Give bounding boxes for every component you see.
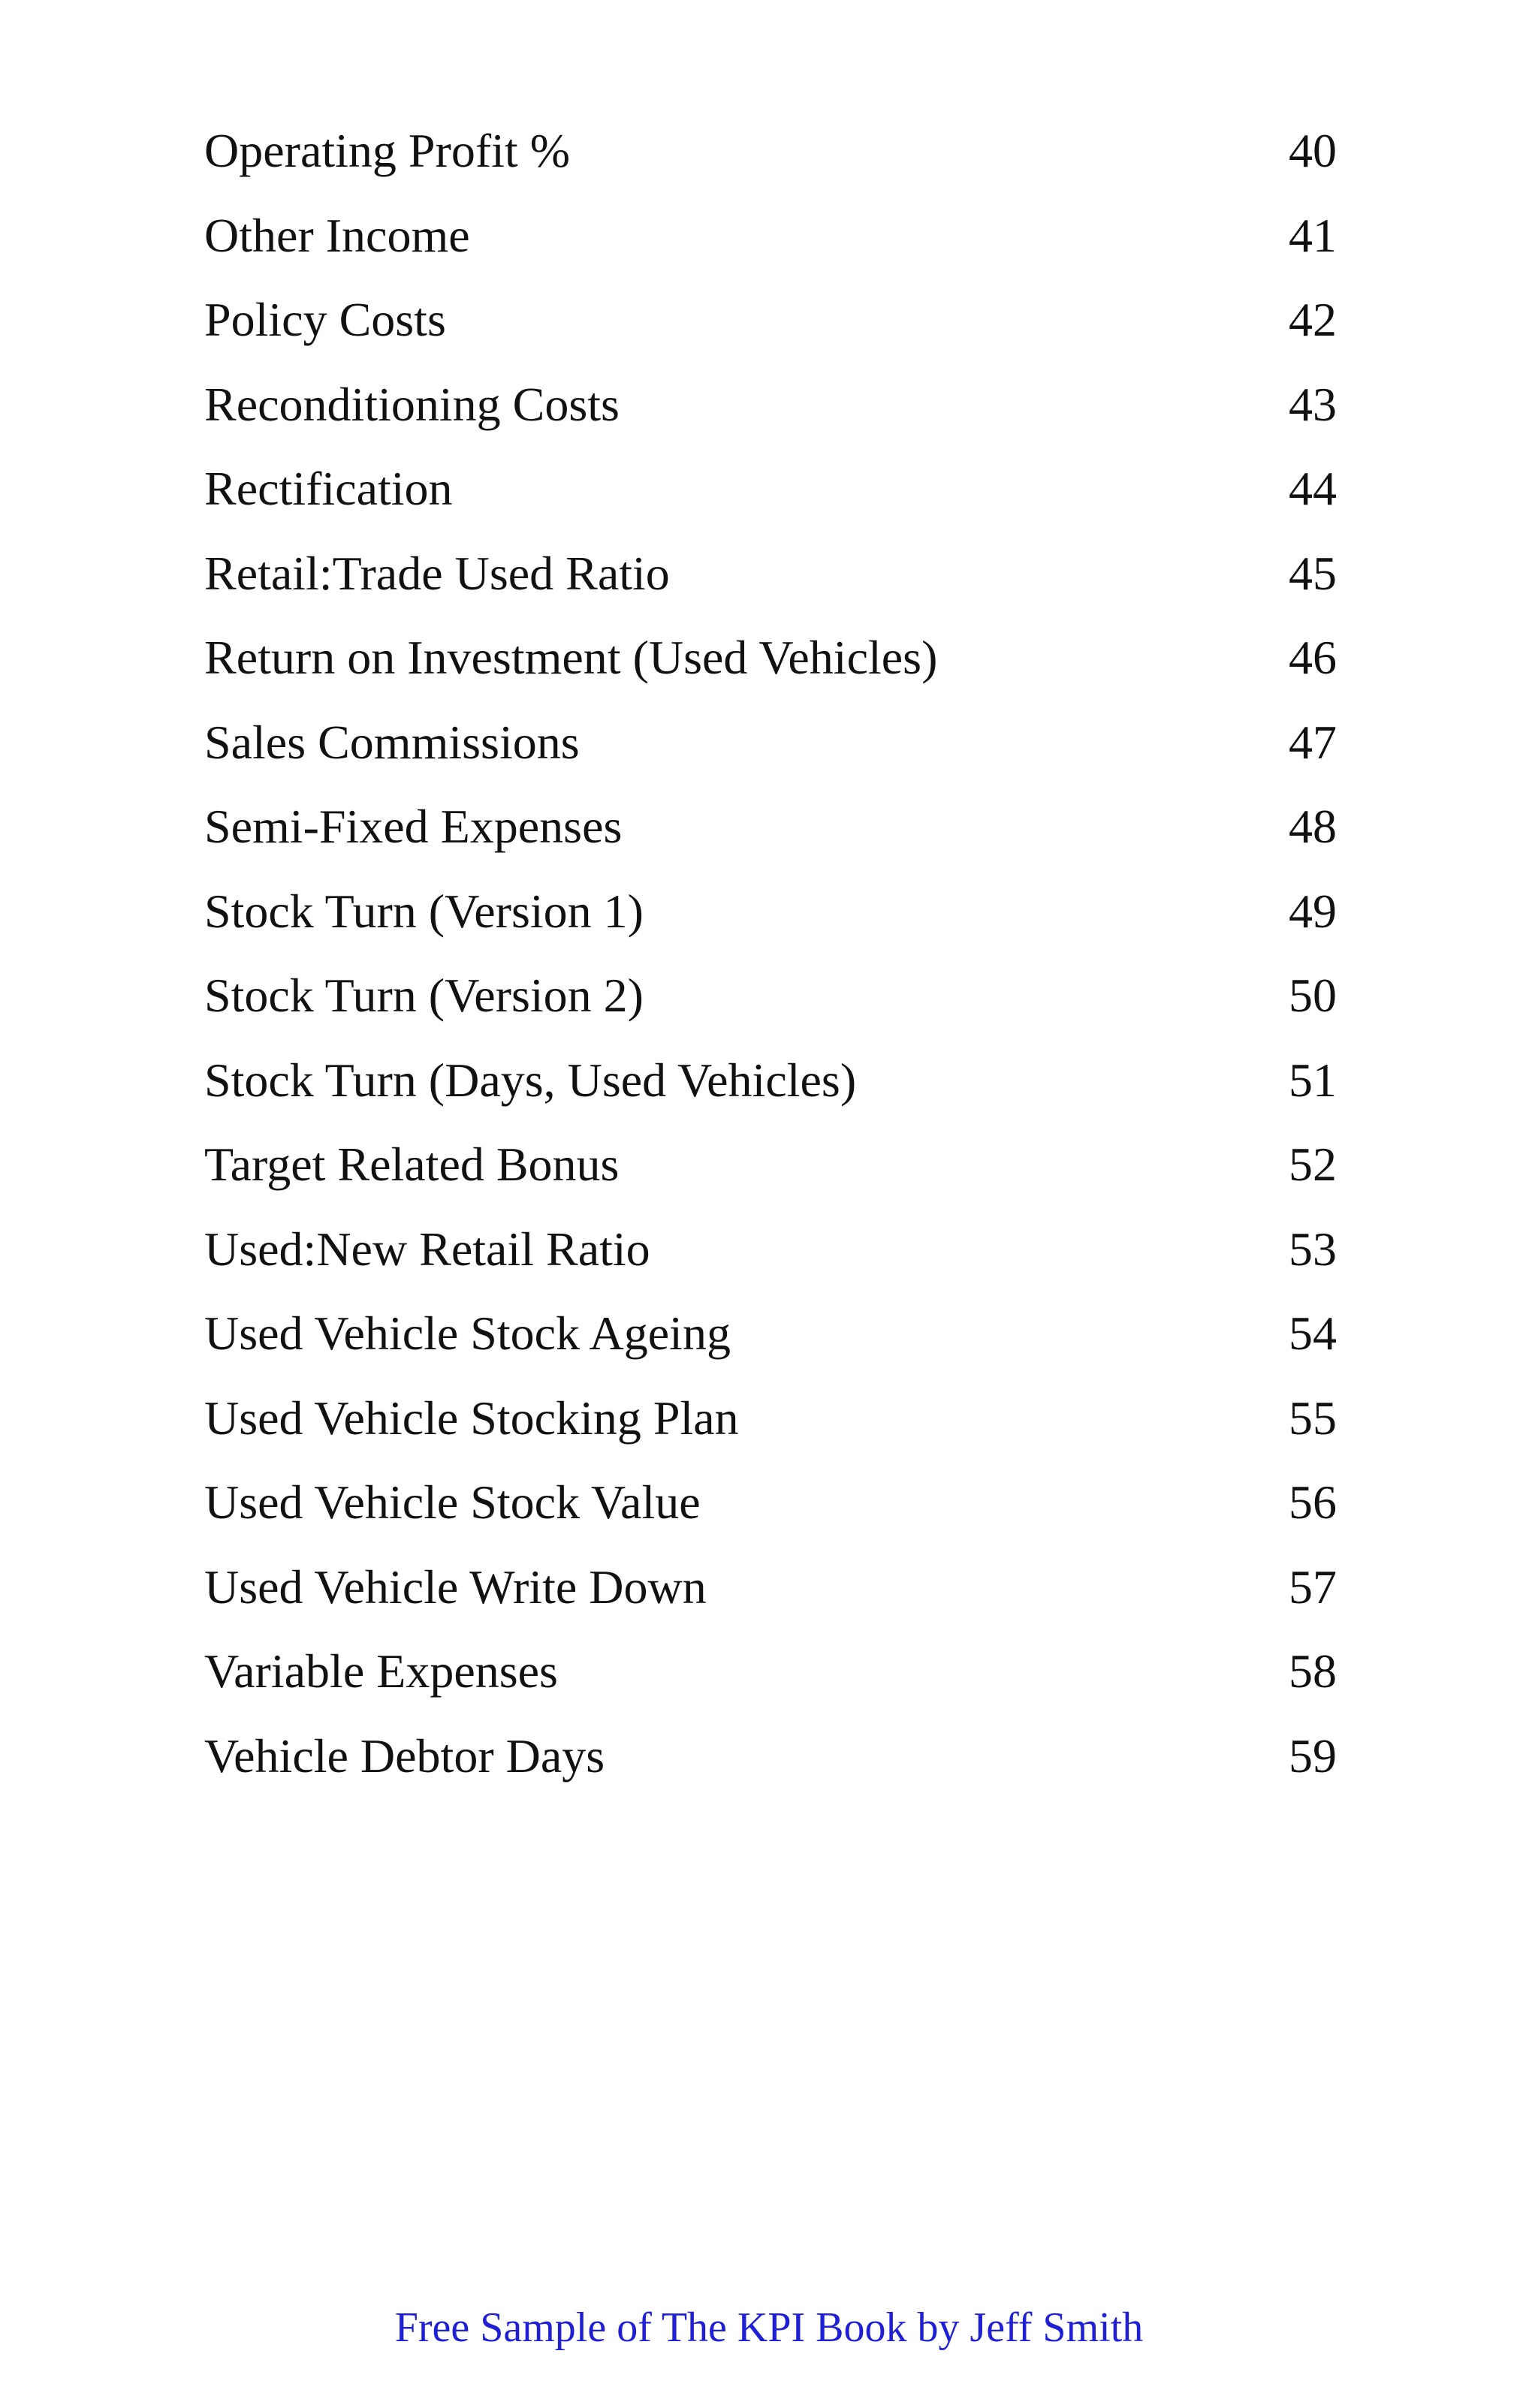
toc-entry-title: Policy Costs (204, 293, 446, 346)
toc-entry-title: Stock Turn (Version 2) (204, 969, 644, 1022)
toc-entry-page-number: 42 (1289, 293, 1337, 346)
toc-entry-page-number: 47 (1289, 715, 1337, 769)
toc-entry-title: Used Vehicle Stocking Plan (204, 1391, 739, 1445)
toc-entry-page-number: 45 (1289, 546, 1337, 600)
toc-entry-title: Used Vehicle Stock Ageing (204, 1306, 731, 1360)
toc-entry (204, 194, 1337, 279)
toc-entry (204, 1376, 1337, 1461)
toc-entry-title: Return on Investment (Used Vehicles) (204, 631, 938, 684)
footer-link[interactable]: Free Sample of The KPI Book by Jeff Smith (394, 2304, 1144, 2351)
toc-entry-title: Used Vehicle Write Down (204, 1560, 707, 1614)
toc-entry-page-number: 59 (1289, 1728, 1337, 1783)
toc-entry (204, 616, 1337, 701)
toc-entry-title: Retail:Trade Used Ratio (204, 546, 670, 600)
toc-entry (204, 532, 1337, 616)
toc-entry (204, 363, 1337, 448)
toc-entry-title: Stock Turn (Version 1) (204, 884, 644, 938)
toc-entry-title: Used Vehicle Stock Value (204, 1475, 701, 1529)
toc-entry (204, 1460, 1337, 1545)
toc-entry-title: Rectification (204, 462, 453, 515)
toc-entry-page-number: 48 (1289, 800, 1337, 853)
toc-entry-page-number: 44 (1289, 462, 1337, 515)
toc-entry-page-number: 55 (1289, 1391, 1337, 1445)
toc-entry-page-number: 51 (1289, 1053, 1337, 1107)
toc-entry (204, 278, 1337, 363)
toc-entry (204, 1291, 1337, 1376)
toc-entry-title: Stock Turn (Days, Used Vehicles) (204, 1053, 857, 1107)
toc-entry (204, 1629, 1337, 1714)
toc-entry-page-number: 41 (1289, 208, 1337, 262)
toc-entry-page-number: 43 (1289, 377, 1337, 431)
toc-entry-page-number: 57 (1289, 1560, 1337, 1614)
toc-entry (204, 447, 1337, 532)
toc-entry-title: Vehicle Debtor Days (204, 1728, 605, 1783)
toc-entry (204, 785, 1337, 869)
toc-entry-page-number: 52 (1289, 1138, 1337, 1191)
toc-entry-title: Semi-Fixed Expenses (204, 800, 623, 853)
toc-entry-title: Target Related Bonus (204, 1138, 620, 1191)
toc-entry-title: Operating Profit % (204, 124, 570, 177)
toc-entry-title: Used:New Retail Ratio (204, 1222, 650, 1276)
toc-entry-page-number: 50 (1289, 969, 1337, 1022)
toc-entry-title: Reconditioning Costs (204, 377, 620, 431)
toc-entry (204, 1714, 1337, 1799)
toc-entry-page-number: 40 (1289, 124, 1337, 177)
toc-entry-page-number: 56 (1289, 1475, 1337, 1529)
toc-entry-title: Other Income (204, 208, 470, 262)
toc-entry-title: Variable Expenses (204, 1644, 558, 1698)
toc-entry-title: Sales Commissions (204, 715, 580, 769)
toc-entry (204, 1123, 1337, 1207)
toc-entry-page-number: 49 (1289, 884, 1337, 938)
toc-entry (204, 1545, 1337, 1630)
toc-entry (204, 701, 1337, 785)
toc-entry (204, 1207, 1337, 1292)
toc-entry-page-number: 53 (1289, 1222, 1337, 1276)
toc-entry-page-number: 58 (1289, 1644, 1337, 1698)
toc-entry (204, 1038, 1337, 1123)
table-of-contents (204, 109, 1337, 1798)
toc-entry-page-number: 46 (1289, 631, 1337, 684)
toc-entry (204, 109, 1337, 194)
toc-entry (204, 869, 1337, 954)
toc-entry (204, 954, 1337, 1038)
toc-entry-page-number: 54 (1289, 1306, 1337, 1360)
